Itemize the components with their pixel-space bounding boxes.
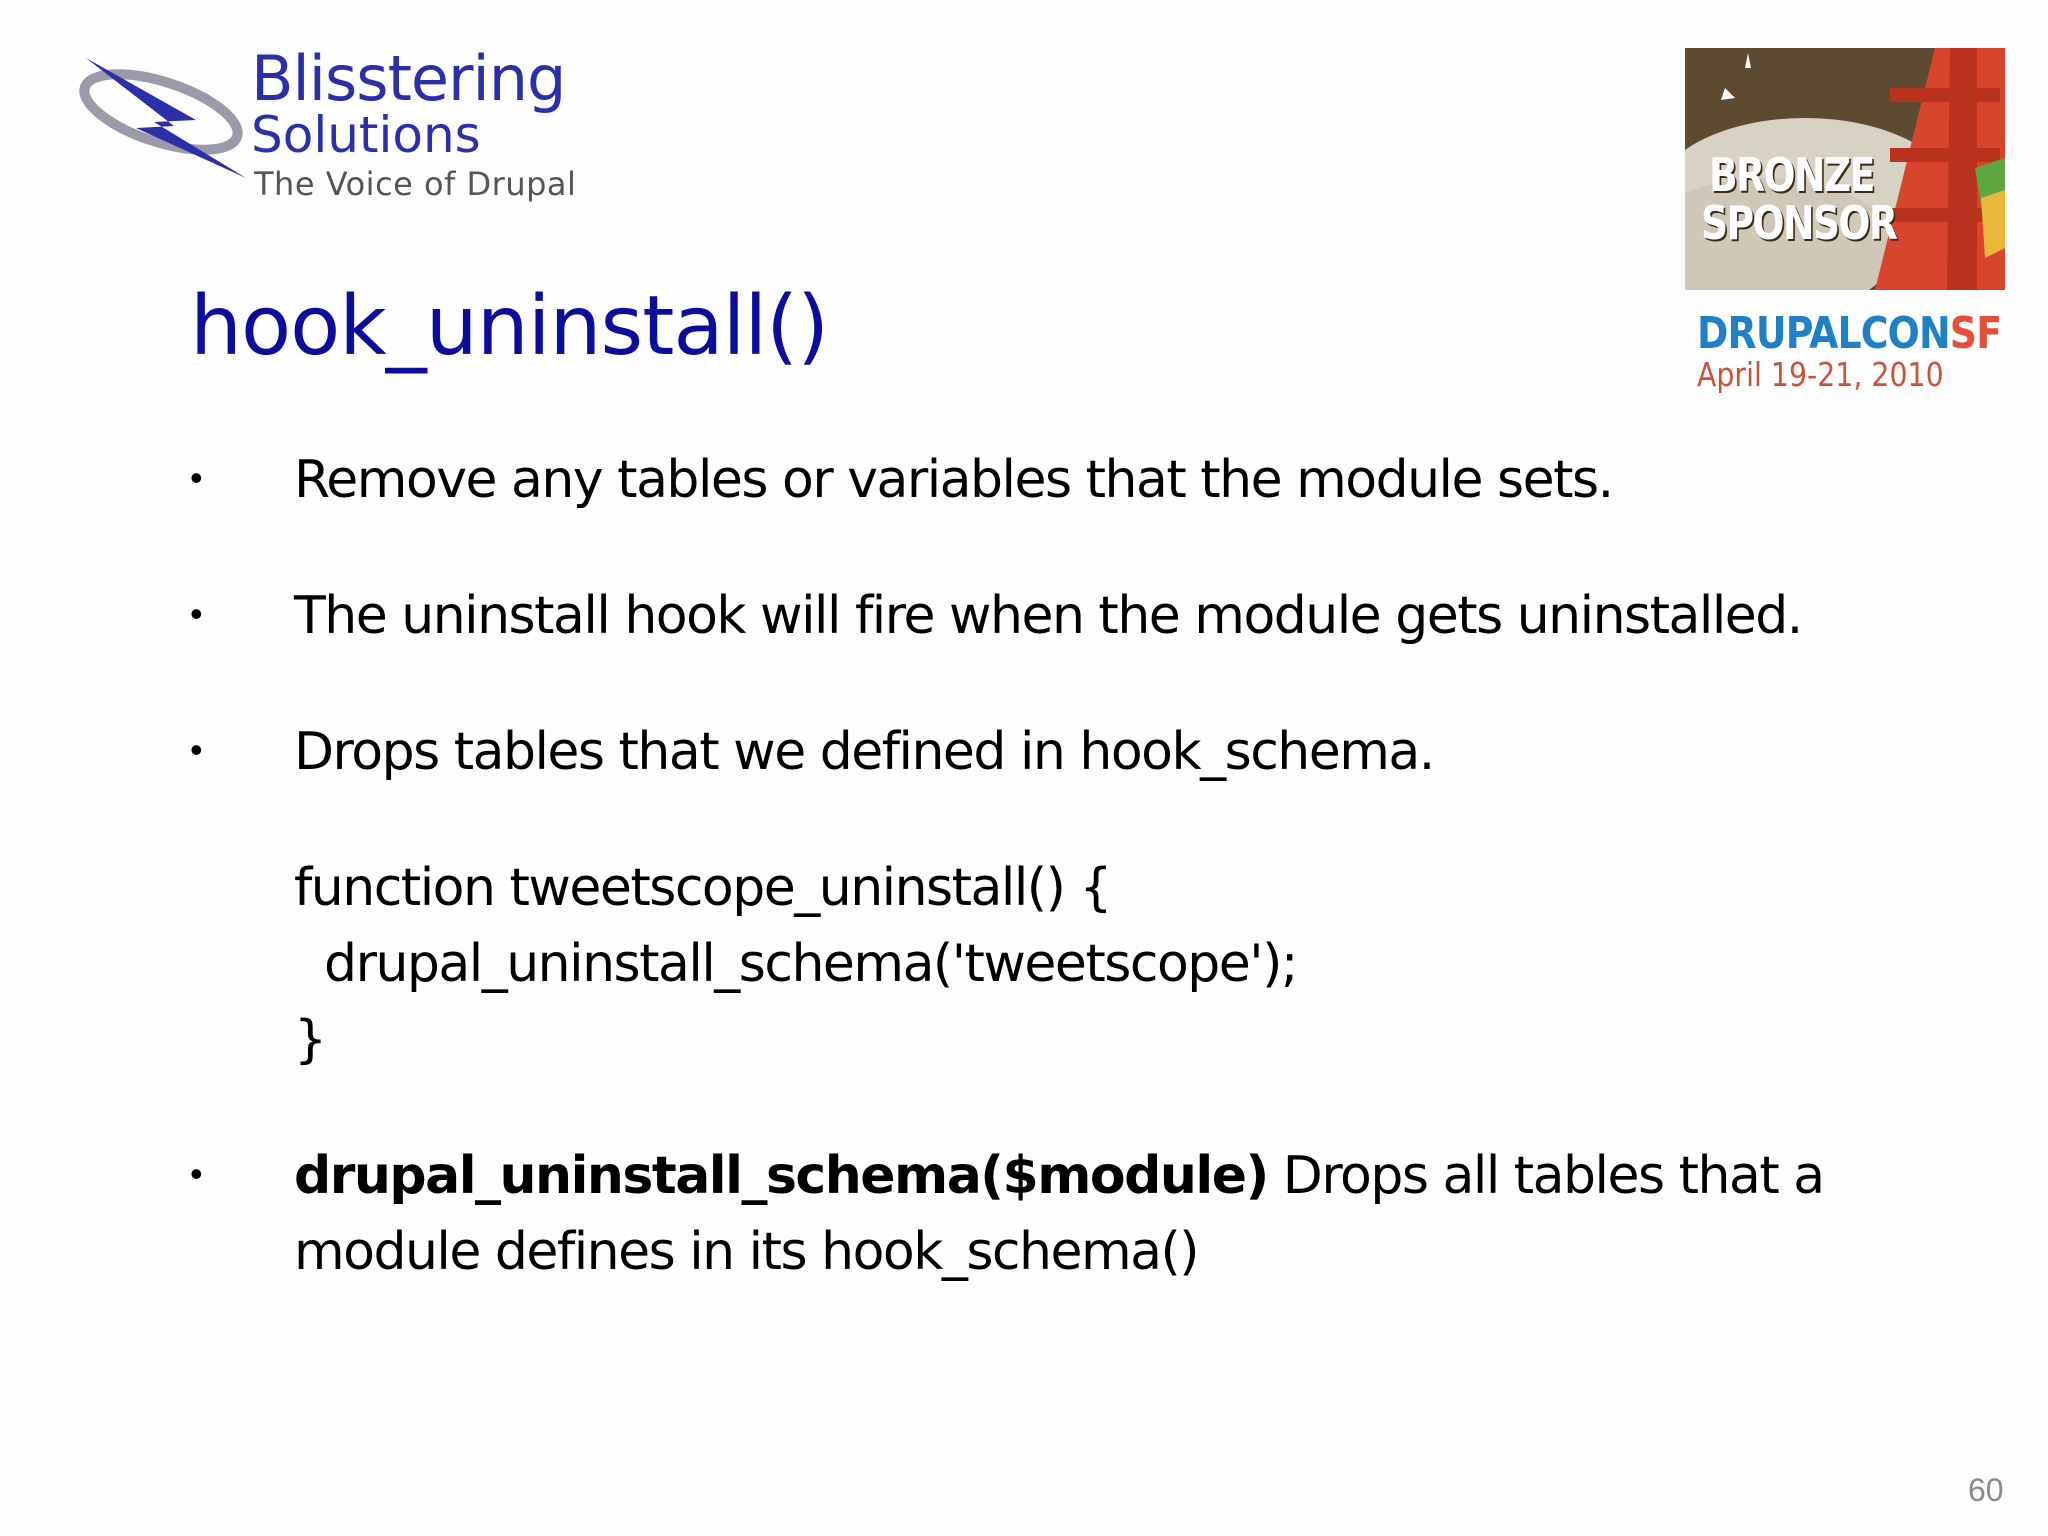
bullet-item-schema	[294, 1138, 1824, 1290]
bullet-item: Drops tables that we defined in hook_schema.	[294, 722, 1434, 782]
lightning-swoosh-icon	[76, 50, 256, 180]
event-name-text: DRUPALCON	[1697, 308, 1950, 359]
sponsor-badge	[1685, 48, 2005, 290]
code-line: function tweetscope_uninstall() {	[294, 858, 1111, 918]
company-logo	[76, 40, 596, 210]
bullet-item: Remove any tables or variables that the module sets.	[294, 450, 1613, 510]
logo-name-line2: Solutions	[251, 106, 481, 164]
event-date: April 19-21, 2010	[1697, 355, 1944, 394]
code-line: drupal_uninstall_schema('tweetscope');	[294, 934, 1297, 994]
bullet-line1-rest: Drops all tables that a	[1267, 1146, 1824, 1206]
code-block	[294, 850, 1297, 1078]
badge-line1: BRONZE	[1709, 148, 1874, 202]
page-number: 60	[1968, 1472, 2004, 1508]
code-line: }	[294, 1010, 326, 1070]
bullet-symbol: •	[190, 1153, 203, 1194]
bullet-bold-term: drupal_uninstall_schema($module)	[294, 1146, 1268, 1206]
bullet-symbol: •	[190, 457, 203, 498]
bullet-line2: module defines in its hook_schema()	[294, 1222, 1199, 1282]
event-suffix: SF	[1949, 308, 2002, 359]
event-name	[1697, 308, 2002, 359]
logo-name-line1: Blisstering	[251, 42, 566, 115]
slide-title: hook_uninstall()	[190, 279, 829, 374]
bullet-item: The uninstall hook will fire when the module gets uninstalled.	[294, 586, 1802, 646]
bullet-symbol: •	[190, 729, 203, 770]
bullet-symbol: •	[190, 593, 203, 634]
badge-line2: SPONSOR	[1701, 196, 1897, 250]
logo-tagline: The Voice of Drupal	[254, 165, 577, 203]
